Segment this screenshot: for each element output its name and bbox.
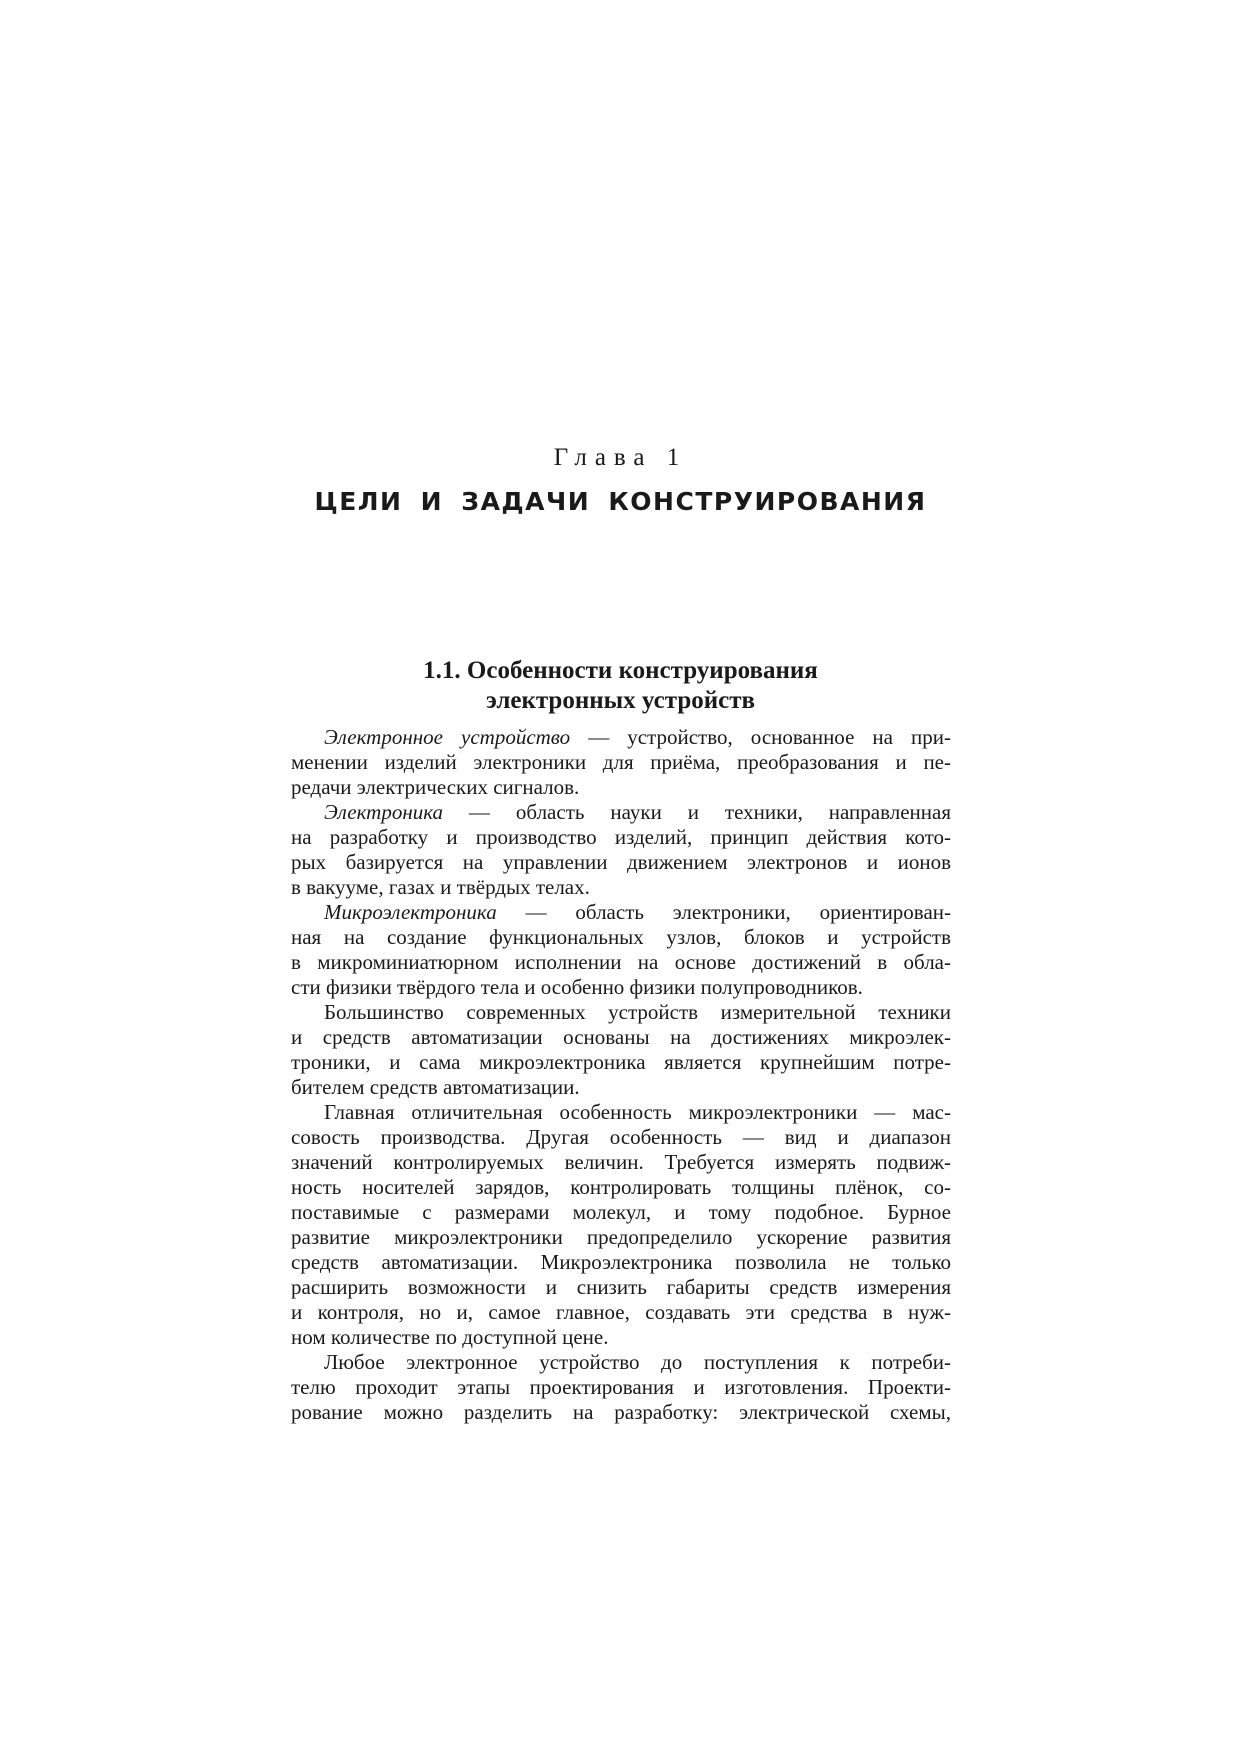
text-line: средств автоматизации. Микроэлектроника позволила не только	[291, 1250, 951, 1274]
paragraph	[291, 800, 951, 900]
text-fragment: — область науки и техники, направленная	[443, 800, 951, 824]
text-fragment: — устройство, основанное на при-	[570, 725, 952, 749]
defined-term: Микроэлектроника	[324, 900, 497, 924]
defined-term: Электроника	[324, 800, 444, 824]
text-line: менении изделий электроники для приёма, преобразования и пе-	[291, 750, 951, 774]
text-line: совость производства. Другая особенность — вид и диапазон	[291, 1125, 951, 1149]
text-line	[291, 800, 951, 825]
chapter-title: ЦЕЛИ И ЗАДАЧИ КОНСТРУИРОВАНИЯ	[314, 487, 927, 516]
defined-term: Электронное устройство	[324, 725, 571, 749]
text-line: бителем средств автоматизации.	[291, 1075, 580, 1099]
paragraph	[291, 1100, 951, 1350]
text-line: редачи электрических сигналов.	[291, 775, 580, 799]
text-line: ность носителей зарядов, контролировать толщины плёнок, со-	[291, 1175, 951, 1199]
section-title	[0, 656, 1241, 716]
paragraph	[291, 1000, 951, 1100]
section-title-line: электронных устройств	[485, 687, 756, 714]
body-text	[291, 725, 951, 1425]
text-line: Главная отличительная особенность микроэлектроники — мас-	[324, 1100, 951, 1124]
text-line: в микроминиатюрном исполнении на основе достижений в обла-	[291, 950, 951, 974]
text-fragment: — область электроники, ориентирован-	[496, 900, 951, 924]
text-line	[291, 900, 951, 925]
text-line: расширить возможности и снизить габариты средств измерения	[291, 1275, 951, 1299]
text-line: троники, и сама микроэлектроника является крупнейшим потре-	[291, 1050, 951, 1074]
text-line: телю проходит этапы проектирования и изготовления. Проекти-	[291, 1375, 951, 1399]
text-line: ном количестве по доступной цене.	[291, 1325, 609, 1349]
section-title-line: 1.1. Особенности конструирования	[423, 657, 818, 684]
text-line: значений контролируемых величин. Требуется измерять подвиж-	[291, 1150, 951, 1174]
text-line: ная на создание функциональных узлов, блоков и устройств	[291, 925, 951, 949]
text-line: в вакууме, газах и твёрдых телах.	[291, 875, 590, 899]
text-line: развитие микроэлектроники предопределило ускорение развития	[291, 1225, 951, 1249]
text-line: сти физики твёрдого тела и особенно физики полупроводников.	[291, 975, 863, 999]
text-line	[291, 725, 951, 750]
text-line: Любое электронное устройство до поступления к потреби-	[324, 1350, 951, 1374]
chapter-label: Глава 1	[553, 444, 688, 471]
text-line: поставимые с размерами молекул, и тому подобное. Бурное	[291, 1200, 951, 1224]
paragraph	[291, 725, 951, 800]
text-line: рых базируется на управлении движением электронов и ионов	[291, 850, 951, 874]
text-line: рование можно разделить на разработку: электрической схемы,	[291, 1400, 951, 1424]
paragraph	[291, 1350, 951, 1425]
paragraph	[291, 900, 951, 1000]
text-line: и средств автоматизации основаны на достижениях микроэлек-	[291, 1025, 951, 1049]
text-line: на разработку и производство изделий, принцип действия кото-	[291, 825, 951, 849]
text-line: и контроля, но и, самое главное, создавать эти средства в нуж-	[291, 1300, 951, 1324]
text-line: Большинство современных устройств измерительной техники	[324, 1000, 951, 1024]
